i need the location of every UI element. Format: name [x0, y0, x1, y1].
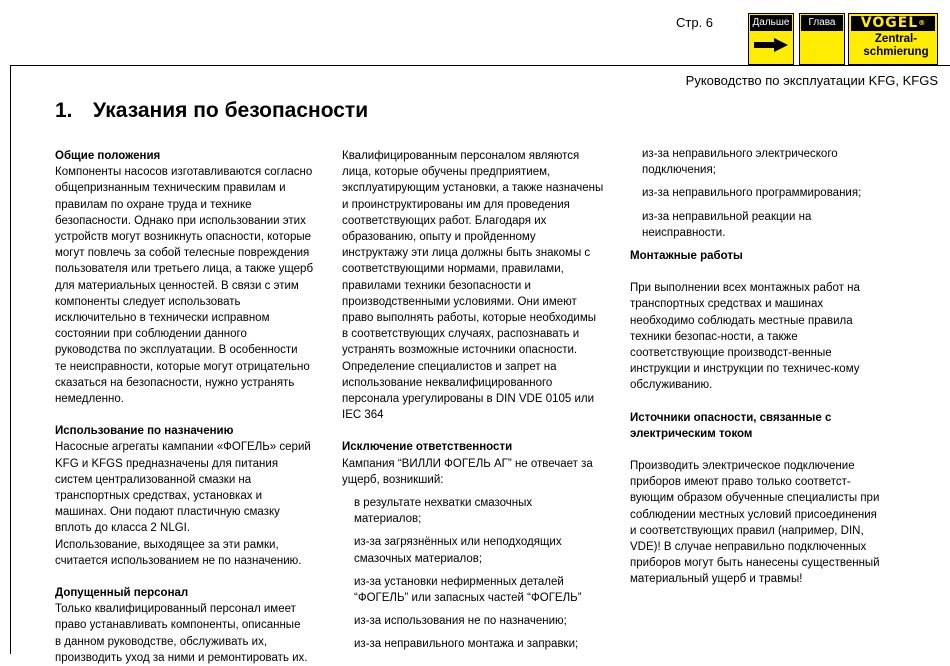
chapter-button-label: Глава [801, 15, 843, 31]
list-item: в результате нехватки смазочных материалов; [354, 497, 533, 526]
text-line: образованию, опыту и пройденному [342, 231, 536, 244]
text-line: сказаться на безопасности, нужно устранять [55, 376, 295, 389]
manual-title: Руководство по эксплуатации KFG, KFGS [685, 73, 938, 88]
next-page-button[interactable] [748, 13, 794, 65]
text-line: в данном руководстве, обслуживать их, [55, 635, 268, 648]
text-line: соблюдении местных условий присоединения [630, 508, 877, 521]
mounting-text [630, 280, 902, 393]
text-line: лица, которые обучены предприятием, [342, 166, 551, 179]
text-line: считается использованием не по назначению. [55, 554, 302, 567]
text-line: техники безопас-ности, а также [630, 330, 798, 343]
section-title: Указания по безопасности [93, 99, 369, 122]
column-3 [630, 146, 902, 588]
text-line: VDE)! В случае неправильно подключенных [630, 541, 867, 554]
general-text [55, 164, 327, 407]
text-line: производственными условиями. Они имеют [342, 295, 577, 308]
text-line: Только квалифицированный персонал имеет [55, 603, 296, 616]
text-line: приборов имеют право только соответст- [630, 476, 851, 489]
text-line: компоненты следует использовать [55, 295, 241, 308]
text-line: и проинструктированы им для проведения [342, 198, 570, 211]
logo-subtitle: Zentral- schmierung [863, 33, 929, 58]
text-line: право устанавливать компоненты, описанные [55, 619, 301, 632]
text-line: правилам по охране труда и технике [55, 198, 252, 211]
text-line: транспортных средствах и машинах [630, 298, 824, 311]
text-line: устройств могут возникнуть опасности, которые [55, 231, 312, 244]
text-line: При выполнении всех монтажных работ на [630, 282, 860, 295]
text-line: общепризнанным техническим правилам и [55, 182, 286, 195]
text-line: могут повлечь за собой телесные повреждения [55, 247, 310, 260]
mounting-heading: Монтажные работы [630, 250, 743, 263]
text-line: транспортных средствах, установках и [55, 490, 263, 503]
text-line: пользователя или третьего лица, а также ущерб [55, 263, 314, 276]
liability-text [342, 456, 622, 488]
text-line: соответствующие производст-венные [630, 347, 832, 360]
column-2 [342, 148, 622, 653]
left-margin-line [10, 65, 11, 654]
intended-use-text [55, 439, 327, 569]
list-item: из-за неправильной реакции на неисправности. [642, 210, 812, 239]
text-line: устранять возможные источники опасности. [342, 344, 578, 357]
list-item: из-за неправильного электрического подключения; [642, 148, 838, 177]
text-line: использование неквалифицированного [342, 376, 553, 389]
text-line: руководства по эксплуатации. В особенности [55, 344, 298, 357]
electrical-heading: Источники опасности, связанные с электрическим током [630, 411, 832, 440]
text-line: немедленно. [55, 393, 124, 406]
text-line: и соответствующих правил (например, DIN, [630, 524, 864, 537]
text-line: необходимо соблюдать местные правила [630, 314, 853, 327]
text-line: Кампания “ВИЛЛИ ФОГЕЛЬ АГ” не отвечает за [342, 457, 593, 470]
text-line: материальный ущерб и травмы! [630, 573, 803, 586]
text-line: вплоть до класса 2 NLGI. [55, 522, 191, 535]
text-line: соответствующими нормами, правилами, [342, 263, 564, 276]
text-line: обслуживанию. [630, 379, 713, 392]
column-1 [55, 148, 327, 666]
page-number: Стр. 6 [676, 15, 714, 30]
right-arrow-icon [754, 38, 788, 52]
text-line: эксплуатирующим установки, а также назначены [342, 182, 604, 195]
text-line: те неисправности, которые могут отрицательно [55, 360, 310, 373]
text-line: состоянии при соблюдении данного [55, 328, 247, 341]
intended-use-heading: Использование по назначению [55, 425, 234, 438]
text-line: ущерб, возникший: [342, 473, 444, 486]
text-line: соответствующих работ. Благодаря их [342, 214, 547, 227]
next-button-label: Дальше [750, 15, 792, 31]
personnel-text [55, 601, 327, 666]
list-item: из-за использования не по назначению; [354, 615, 567, 628]
text-line: вующим образом обученные специалисты при [630, 492, 880, 505]
text-line: в соответствующих случаях, распознавать и [342, 328, 580, 341]
text-line: право выполнять работы, которые необходимы [342, 312, 597, 325]
vogel-logo [848, 13, 938, 65]
text-line: машинах. Они подают пластичную смазку [55, 506, 280, 519]
text-line: приборов могут быть нанесены существенный [630, 557, 880, 570]
text-line: инструктажу эти лица должны быть знакомы с [342, 247, 591, 260]
section-heading [55, 99, 368, 123]
text-line: персонала урегулированы в DIN VDE 0105 или [342, 393, 595, 406]
personnel-heading: Допущенный персонал [55, 587, 189, 600]
header-divider [10, 65, 950, 66]
text-line: Насосные агрегаты кампании «ФОГЕЛЬ» серий [55, 441, 311, 454]
text-line: инструкции и инструкции по техничес-кому [630, 363, 860, 376]
text-line: безопасности. Однако при использовании этих [55, 214, 306, 227]
chapter-button[interactable] [799, 13, 845, 65]
qualified-staff-text [342, 148, 622, 423]
text-line: IEC 364 [342, 409, 384, 422]
list-item: из-за неправильного программирования; [642, 187, 862, 200]
logo-brand: VOGEL® [851, 16, 935, 31]
text-line: Компоненты насосов изготавливаются согласно [55, 166, 313, 179]
text-line: производить уход за ними и ремонтировать их. [55, 651, 308, 664]
general-heading: Общие положения [55, 150, 161, 162]
section-number: 1. [55, 99, 73, 122]
liability-heading: Исключение ответственности [342, 441, 513, 454]
text-line: Производить электрическое подключение [630, 460, 855, 473]
text-line: систем централизованной смазки на [55, 473, 252, 486]
electrical-text [630, 458, 902, 588]
list-item: из-за загрязнённых или неподходящих смазочных материалов; [354, 536, 562, 565]
text-line: исключительно в технически исправном [55, 312, 270, 325]
text-line: Квалифицированным персоналом являются [342, 150, 580, 162]
text-line: Использование, выходящее за эти рамки, [55, 538, 279, 551]
text-line: для материальных ценностей. В связи с этим [55, 279, 299, 292]
list-item: из-за неправильного монтажа и заправки; [354, 638, 579, 651]
text-line: KFG и KFGS предназначены для питания [55, 457, 279, 470]
text-line: Определение специалистов и запрет на [342, 360, 557, 373]
list-item: из-за установки нефирменных деталей “ФОГЕЛЬ” или запасных частей “ФОГЕЛЬ” [354, 575, 582, 605]
text-line: правилами техники безопасности и [342, 279, 531, 292]
